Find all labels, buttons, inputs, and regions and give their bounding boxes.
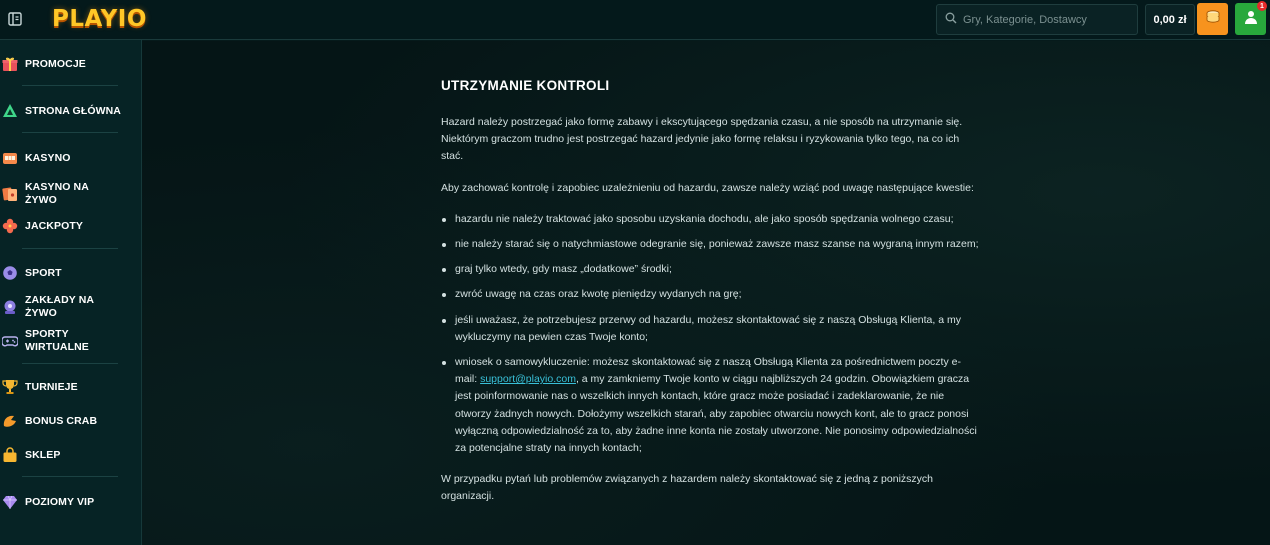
sidebar-divider (22, 85, 118, 86)
sidebar-item-zaklady-na-zywo[interactable] (0, 293, 140, 321)
sidebar-item-label: SKLEP (25, 448, 61, 461)
self-exclusion-text-cont: , a my zamkniemy Twoje konto w ciągu najbliższych 24 godzin. Obowiązkiem gracza jest poinformowanie nas o wszelkich innych kontach, które gracz może posiadać i zadeklarowanie, że nie otworzy żadnych nowych. Dołożymy wszelkich starań, aby zapobiec otwarciu nowych kont, ale to gracz ponosi wyłączną odpowiedzialność za to, aby żadne inne konta nie zostały utworzone. Nie ponosimy odpowiedzialności za potencjalne straty na innych kontach; (455, 373, 977, 455)
sidebar-divider (22, 132, 118, 133)
sidebar-item-label: SPORTY WIRTUALNE (25, 328, 89, 353)
search-box[interactable] (936, 4, 1138, 35)
slot-machine-icon (2, 150, 18, 166)
support-email-link[interactable]: support@playio.com (480, 373, 576, 386)
tips-list (441, 211, 981, 457)
list-item: hazardu nie należy traktować jako sposobu uzyskania dochodu, ale jako sposób spędzania wolnego czasu; (441, 211, 981, 228)
wallet-button[interactable] (1197, 3, 1228, 35)
sidebar-item-label: SPORT (25, 266, 62, 279)
crab-claw-icon (2, 413, 18, 429)
sidebar-divider (22, 476, 118, 477)
diamond-icon (2, 494, 18, 510)
sidebar-item-kasyno[interactable] (0, 148, 140, 168)
sidebar-item-label: KASYNO (25, 151, 71, 164)
sidebar-item-strona-glowna[interactable] (0, 101, 140, 121)
gift-icon (2, 56, 18, 72)
main-content (142, 41, 1270, 545)
outro-paragraph: W przypadku pytań lub problemów związanych z hazardem należy skontaktować się z jedną z poniższych organizacji. (441, 473, 933, 503)
notification-badge: 1 (1257, 1, 1267, 11)
live-cards-icon (2, 186, 18, 202)
search-input[interactable] (963, 14, 1133, 26)
playio-logo[interactable]: PLAYIO (52, 6, 147, 32)
user-icon (1243, 9, 1259, 30)
top-bar (0, 0, 1270, 40)
sidebar-item-label: POZIOMY VIP (25, 495, 95, 508)
coins-icon (1204, 8, 1222, 31)
sidebar-toggle-icon[interactable] (6, 10, 24, 28)
sidebar-divider (22, 363, 118, 364)
sidebar-item-label: JACKPOTY (25, 219, 83, 232)
sidebar-item-label: BONUS CRAB (25, 414, 98, 427)
clover-icon (2, 218, 18, 234)
live-bet-icon (2, 299, 18, 315)
sidebar-item-poziomy-vip[interactable] (0, 492, 140, 512)
sidebar-item-label: STRONA GŁÓWNA (25, 104, 121, 117)
sidebar (0, 40, 142, 545)
sidebar-item-label: ZAKŁADY NA ŻYWO (25, 294, 94, 319)
sidebar-item-turnieje[interactable] (0, 377, 140, 397)
search-icon (945, 11, 957, 29)
gamepad-icon (2, 333, 18, 349)
responsible-gaming-article (441, 77, 981, 520)
list-item: jeśli uważasz, że potrzebujesz przerwy od hazardu, możesz skontaktować się z naszą Obsługą Klienta, a my wykluczymy na pewien czas Twoje konto; (441, 312, 981, 346)
page-title: UTRZYMANIE KONTROLI (441, 78, 610, 93)
sidebar-item-sklep[interactable] (0, 445, 140, 465)
self-exclusion-text: wniosek o samowykluczenie: możesz skontaktować się z naszą Obsługą Klienta za pośrednictwem poczty e-mail: (455, 356, 961, 386)
list-item: zwróć uwagę na czas oraz kwotę pieniędzy wydanych na grę; (441, 286, 981, 303)
sidebar-item-kasyno-na-zywo[interactable] (0, 180, 140, 208)
list-item (441, 354, 981, 457)
home-icon (2, 103, 18, 119)
sidebar-item-label: KASYNO NA ŻYWO (25, 181, 89, 206)
sidebar-item-jackpoty[interactable] (0, 216, 140, 236)
sidebar-item-label: PROMOCJE (25, 57, 86, 70)
list-item: graj tylko wtedy, gdy masz „dodatkowe” środki; (441, 261, 981, 278)
sidebar-divider (22, 248, 118, 249)
soccer-ball-icon (2, 265, 18, 281)
sidebar-item-label: TURNIEJE (25, 380, 78, 393)
shop-bag-icon (2, 447, 18, 463)
sidebar-item-promocje[interactable] (0, 54, 140, 74)
lead-paragraph: Aby zachować kontrolę i zapobiec uzależnieniu od hazardu, zawsze należy wziąć pod uwagę następujące kwestie: (441, 181, 974, 194)
trophy-icon (2, 379, 18, 395)
balance-display[interactable]: 0,00 zł (1145, 4, 1195, 35)
intro-paragraph: Hazard należy postrzegać jako formę zabawy i ekscytującego spędzania czasu, a nie sposób na utrzymanie się. Niektórym graczom trudno jest postrzegać hazard jedynie jako formę relaksu i ryzykowania tylko tego, na co ich stać. (441, 116, 963, 163)
sidebar-item-sporty-wirtualne[interactable] (0, 327, 140, 355)
sidebar-item-sport[interactable] (0, 263, 140, 283)
sidebar-item-bonus-crab[interactable] (0, 411, 140, 431)
list-item: nie należy starać się o natychmiastowe odegranie się, ponieważ zawsze masz szanse na wygraną innym razem; (441, 236, 981, 253)
